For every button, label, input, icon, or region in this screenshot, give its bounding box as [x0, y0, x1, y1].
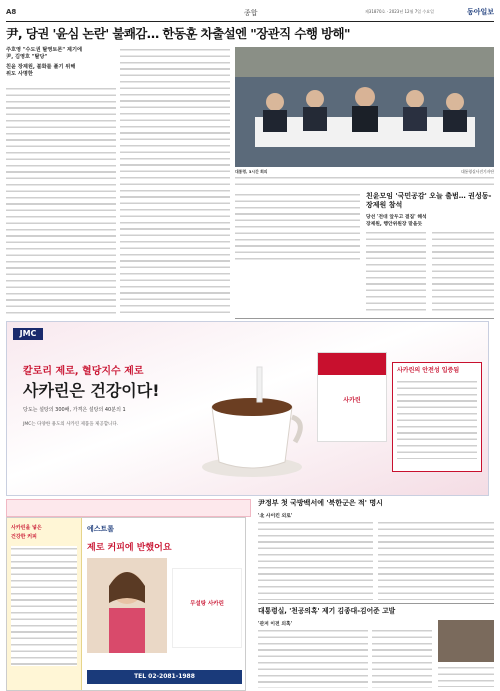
story4-sub: '관저 이전 의혹'	[258, 622, 293, 627]
badge-text: 사카린의 안전성 입증됨	[397, 367, 460, 374]
divider	[235, 318, 494, 319]
safety-badge	[392, 362, 482, 472]
ad-strip-top	[6, 499, 251, 517]
story2-subheads	[366, 215, 494, 228]
caption-title: 대통령, 3시간 회의	[235, 169, 268, 174]
ad-side-body	[11, 546, 77, 666]
ad-product-name: 무설탕 사카린	[190, 601, 224, 607]
story4-photo-caption	[438, 665, 494, 687]
product-name: 사카린	[343, 397, 361, 404]
ad-product-pack	[172, 568, 242, 648]
story4-body-a	[258, 628, 368, 688]
ad-side-2: 건강한 커피	[11, 534, 37, 540]
ad-headline-2: 사카린은 건강이다!	[23, 381, 160, 400]
estrol-advertisement[interactable]	[6, 517, 246, 691]
lead-body-col2	[120, 47, 230, 316]
model-figure	[87, 558, 167, 653]
issue-meta: 제31870호 · 2023년 12월 7일 수요일	[364, 9, 434, 14]
story2-headline: 친윤모임 '국민공감' 오늘 출범… 권성동-장제원 참석	[366, 192, 492, 209]
story2-body-a	[366, 230, 426, 315]
badge-body	[397, 379, 477, 459]
ad-sidebar	[7, 518, 82, 691]
page-header	[6, 6, 494, 20]
story3-headline: 尹정부 첫 국방백서에 '북한군은 적' 명시	[258, 499, 383, 507]
divider-2	[258, 603, 494, 604]
ad-desc: JMC는 다양한 용도의 사카린 제품을 제공합니다.	[23, 422, 119, 427]
photo-credit: 대통령실사진기자단	[460, 169, 494, 174]
lead-deck	[6, 47, 116, 78]
meeting-photo	[235, 47, 494, 167]
ad-body: 당도는 설탕의 300배, 가격은 설탕의 40분의 1	[23, 407, 126, 413]
section-name: 종합	[244, 9, 258, 17]
ad-brand: 에스트롤	[87, 525, 115, 533]
story2-body-b	[432, 230, 494, 315]
deck-line: 친윤 장제원, 불화를 풀기 위해	[6, 64, 76, 70]
jmc-logo-icon: JMC	[13, 328, 43, 340]
header-rule	[6, 21, 494, 22]
ad-model-photo	[87, 558, 167, 653]
page-number: A8	[6, 8, 17, 16]
ad-phone[interactable]: TEL 02-2081-1988	[87, 670, 242, 684]
ad-tagline: 제로 커피에 반했어요	[87, 543, 172, 553]
lead-body-col1	[6, 86, 116, 316]
ad-side-1: 사카린을 넣은	[11, 525, 42, 531]
story4-headline: 대통령실, '천공의혹' 제기 김종대-김어준 고발	[258, 607, 396, 615]
deck-line: 尹, 김영호 "탈당"	[6, 54, 48, 60]
story2-sub2: 장제원, 행안위원장 맡을듯	[366, 221, 423, 227]
ad-headline-1: 칼로리 제로, 혈당지수 제로	[23, 366, 144, 377]
story2-sub1: 당선 '전대 앞두고 결집' 해석	[366, 215, 427, 220]
lead-body-col3	[235, 192, 360, 262]
coffee-cup-icon	[197, 362, 307, 482]
newspaper-brand: 동아일보	[466, 8, 494, 16]
deck-line: 주호영 "수도권 탈영토론" 제기에	[6, 47, 82, 53]
story3-body-b	[378, 520, 494, 600]
story4-photo	[438, 620, 494, 662]
deck-line: 위도 사명한	[6, 71, 33, 77]
lead-photo	[235, 47, 494, 167]
caption-text	[235, 175, 494, 185]
lead-headline: 尹, 당권 '윤심 논란' 불쾌감… 한동훈 차출설엔 "장관직 수행 방해"	[6, 26, 350, 41]
story4-body-b	[372, 628, 432, 688]
jmc-advertisement[interactable]	[6, 321, 489, 496]
product-band	[318, 353, 386, 375]
story3-sub: '北 사이킨 외로'	[258, 514, 293, 519]
lead-photo-caption	[235, 169, 494, 189]
product-box	[317, 352, 387, 442]
story3-body-a	[258, 520, 373, 600]
